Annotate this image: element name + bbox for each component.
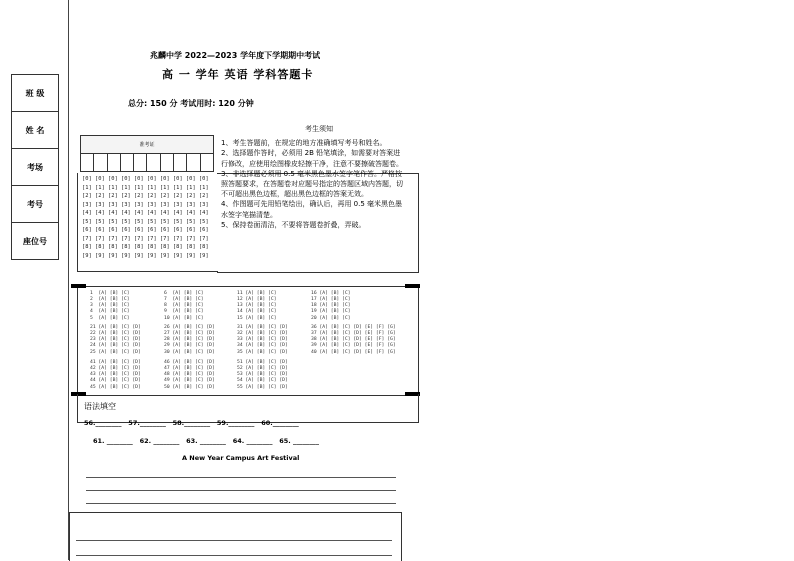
mcq-row[interactable]: 50 [A] [B] [C] [D]: [164, 384, 215, 390]
mcq-row[interactable]: 49 [A] [B] [C] [D]: [164, 378, 215, 384]
mcq-row[interactable]: 27 [A] [B] [C] [D]: [164, 331, 215, 337]
binding-line: [68, 0, 69, 560]
mcq-row[interactable]: 48 [A] [B] [C] [D]: [164, 372, 215, 378]
writing-section-box: [69, 512, 402, 561]
writing-line[interactable]: [86, 490, 396, 491]
mcq-row[interactable]: 21 [A] [B] [C] [D]: [90, 325, 141, 330]
school-exam-title: 兆麟中学 2022—2023 学年度下学期期中考试: [150, 51, 321, 60]
mcq-row[interactable]: 19 [A] [B] [C]: [311, 309, 351, 315]
digit-row[interactable]: [5] [5] [5] [5] [5] [5] [5] [5] [5] [5]: [82, 218, 209, 225]
mcq-row[interactable]: 42 [A] [B] [C] [D]: [90, 366, 141, 372]
mcq-block[interactable]: [164, 325, 215, 356]
writing-line[interactable]: [76, 540, 392, 541]
exam-number-label: 准考证: [80, 135, 214, 154]
digit-row[interactable]: [2] [2] [2] [2] [2] [2] [2] [2] [2] [2]: [82, 193, 209, 200]
mcq-block[interactable]: [237, 291, 277, 322]
blank-row-56-60[interactable]: 56.________ 57.________ 58.________ 59.________ 60.________: [84, 419, 299, 427]
mcq-row[interactable]: 52 [A] [B] [C] [D]: [237, 366, 288, 372]
answer-card-title: 高 一 学年 英语 学科答题卡: [162, 68, 314, 81]
exam-room-field[interactable]: 考场: [12, 149, 58, 186]
mcq-row[interactable]: 29 [A] [B] [C] [D]: [164, 343, 215, 349]
mcq-row[interactable]: 26 [A] [B] [C] [D]: [164, 325, 215, 330]
mcq-row[interactable]: 9 [A] [B] [C]: [164, 309, 204, 315]
mcq-row[interactable]: 44 [A] [B] [C] [D]: [90, 378, 141, 384]
blank-row-61-65[interactable]: 61. ________ 62. ________ 63. ________ 64. ________ 65. ________: [93, 437, 320, 445]
mcq-block[interactable]: [164, 360, 215, 391]
mcq-row[interactable]: 12 [A] [B] [C]: [237, 297, 277, 303]
mcq-block[interactable]: [237, 360, 288, 391]
mcq-row[interactable]: 14 [A] [B] [C]: [237, 309, 277, 315]
name-field[interactable]: 姓 名: [12, 112, 58, 149]
exam-number-field[interactable]: 考号: [12, 186, 58, 223]
mcq-row[interactable]: 31 [A] [B] [C] [D]: [237, 325, 288, 330]
digit-row[interactable]: [3] [3] [3] [3] [3] [3] [3] [3] [3] [3]: [82, 201, 209, 208]
mcq-block[interactable]: [90, 291, 130, 322]
exam-number-box: [80, 135, 214, 172]
mcq-row[interactable]: 55 [A] [B] [C] [D]: [237, 384, 288, 390]
mcq-row[interactable]: 1 [A] [B] [C]: [90, 291, 130, 296]
instruction-item: 4、作图题可先用铅笔绘出，确认后，再用 0.5 毫米黑色墨水签字笔描清楚。: [221, 200, 403, 219]
mcq-row[interactable]: 43 [A] [B] [C] [D]: [90, 372, 141, 378]
digit-row[interactable]: [4] [4] [4] [4] [4] [4] [4] [4] [4] [4]: [82, 210, 209, 217]
exam-number-bubbles[interactable]: [82, 175, 209, 260]
seat-number-field[interactable]: 座位号: [23, 236, 47, 246]
mcq-row[interactable]: 13 [A] [B] [C]: [237, 303, 277, 309]
mcq-row[interactable]: 37 [A] [B] [C] [D] [E] [F] [G]: [311, 331, 396, 337]
mcq-row[interactable]: 15 [A] [B] [C]: [237, 315, 277, 321]
score-time-info: 总分: 150 分 考试用时: 120 分钟: [128, 99, 254, 108]
grammar-section-label: 语法填空: [84, 402, 116, 411]
mcq-row[interactable]: 4 [A] [B] [C]: [90, 309, 130, 315]
instruction-item: 2、选择题作答时，必须用 2B 铅笔填涂，如需要对答案进行修改，应使用绘图橡皮轻擦干净，注意不要擦破答题卷。: [221, 149, 403, 168]
mcq-row[interactable]: 11 [A] [B] [C]: [237, 291, 277, 296]
mcq-row[interactable]: 16 [A] [B] [C]: [311, 291, 351, 296]
mcq-row[interactable]: 8 [A] [B] [C]: [164, 303, 204, 309]
student-info-table: [11, 74, 59, 260]
mcq-row[interactable]: 24 [A] [B] [C] [D]: [90, 343, 141, 349]
digit-row[interactable]: [9] [9] [9] [9] [9] [9] [9] [9] [9] [9]: [82, 252, 209, 259]
mcq-row[interactable]: 30 [A] [B] [C] [D]: [164, 349, 215, 355]
article-title: A New Year Campus Art Festival: [182, 454, 300, 462]
mcq-row[interactable]: 25 [A] [B] [C] [D]: [90, 349, 141, 355]
digit-row[interactable]: [6] [6] [6] [6] [6] [6] [6] [6] [6] [6]: [82, 227, 209, 234]
mcq-row[interactable]: 54 [A] [B] [C] [D]: [237, 378, 288, 384]
mcq-block[interactable]: [311, 325, 396, 356]
mcq-row[interactable]: 6 [A] [B] [C]: [164, 291, 204, 296]
instruction-item: 5、保持卷面清洁，不要将答题卷折叠，弄破。: [221, 220, 366, 229]
mcq-block[interactable]: [90, 325, 141, 356]
mcq-row[interactable]: 35 [A] [B] [C] [D]: [237, 349, 288, 355]
mcq-row[interactable]: 2 [A] [B] [C]: [90, 297, 130, 303]
writing-line[interactable]: [86, 503, 396, 504]
digit-row[interactable]: [0] [0] [0] [0] [0] [0] [0] [0] [0] [0]: [82, 176, 209, 182]
mcq-row[interactable]: 47 [A] [B] [C] [D]: [164, 366, 215, 372]
mcq-row[interactable]: 7 [A] [B] [C]: [164, 297, 204, 303]
mcq-row[interactable]: 28 [A] [B] [C] [D]: [164, 337, 215, 343]
mcq-row[interactable]: 36 [A] [B] [C] [D] [E] [F] [G]: [311, 325, 396, 330]
mcq-row[interactable]: 22 [A] [B] [C] [D]: [90, 331, 141, 337]
mcq-row[interactable]: 45 [A] [B] [C] [D]: [90, 384, 141, 390]
mcq-row[interactable]: 17 [A] [B] [C]: [311, 297, 351, 303]
instructions-title: 考生须知: [305, 125, 333, 133]
mcq-block[interactable]: [311, 291, 351, 322]
mcq-row[interactable]: 23 [A] [B] [C] [D]: [90, 337, 141, 343]
mcq-row[interactable]: 53 [A] [B] [C] [D]: [237, 372, 288, 378]
mcq-row[interactable]: 51 [A] [B] [C] [D]: [237, 360, 288, 365]
mcq-row[interactable]: 18 [A] [B] [C]: [311, 303, 351, 309]
instruction-item: 1、考生答题前，在规定的地方准确填写考号和姓名。: [221, 139, 387, 148]
writing-line[interactable]: [76, 555, 392, 556]
mcq-row[interactable]: 40 [A] [B] [C] [D] [E] [F] [G]: [311, 349, 396, 355]
mcq-row[interactable]: 3 [A] [B] [C]: [90, 303, 130, 309]
mcq-row[interactable]: 39 [A] [B] [C] [D] [E] [F] [G]: [311, 343, 396, 349]
exam-number-write-cells[interactable]: [80, 154, 214, 172]
mcq-row[interactable]: 33 [A] [B] [C] [D]: [237, 337, 288, 343]
mcq-row[interactable]: 46 [A] [B] [C] [D]: [164, 360, 215, 365]
mcq-block[interactable]: [164, 291, 204, 322]
mcq-row[interactable]: 20 [A] [B] [C]: [311, 315, 351, 321]
digit-row[interactable]: [1] [1] [1] [1] [1] [1] [1] [1] [1] [1]: [82, 184, 209, 191]
mcq-row[interactable]: 5 [A] [B] [C]: [90, 315, 130, 321]
class-field[interactable]: 班 级: [12, 75, 58, 112]
mcq-block[interactable]: [237, 325, 288, 356]
digit-row[interactable]: [8] [8] [8] [8] [8] [8] [8] [8] [8] [8]: [82, 244, 209, 251]
mcq-row[interactable]: 32 [A] [B] [C] [D]: [237, 331, 288, 337]
mcq-row[interactable]: 10 [A] [B] [C]: [164, 315, 204, 321]
alignment-marker: [71, 284, 86, 288]
mcq-row[interactable]: 34 [A] [B] [C] [D]: [237, 343, 288, 349]
writing-line[interactable]: [86, 477, 396, 478]
mcq-block[interactable]: [90, 360, 141, 391]
digit-row[interactable]: [7] [7] [7] [7] [7] [7] [7] [7] [7] [7]: [82, 235, 209, 242]
mcq-row[interactable]: 38 [A] [B] [C] [D] [E] [F] [G]: [311, 337, 396, 343]
alignment-marker: [405, 284, 420, 288]
instruction-item: 3、非选择题必须用 0.5 毫米黑色墨水签字笔作答。严格按照答题要求，在答题卷对应题号指定的答题区域内答题，切不可超出黑色边框，超出黑色边框的答案无效。: [221, 169, 403, 199]
mcq-row[interactable]: 41 [A] [B] [C] [D]: [90, 360, 141, 365]
exam-instructions: [221, 124, 407, 230]
